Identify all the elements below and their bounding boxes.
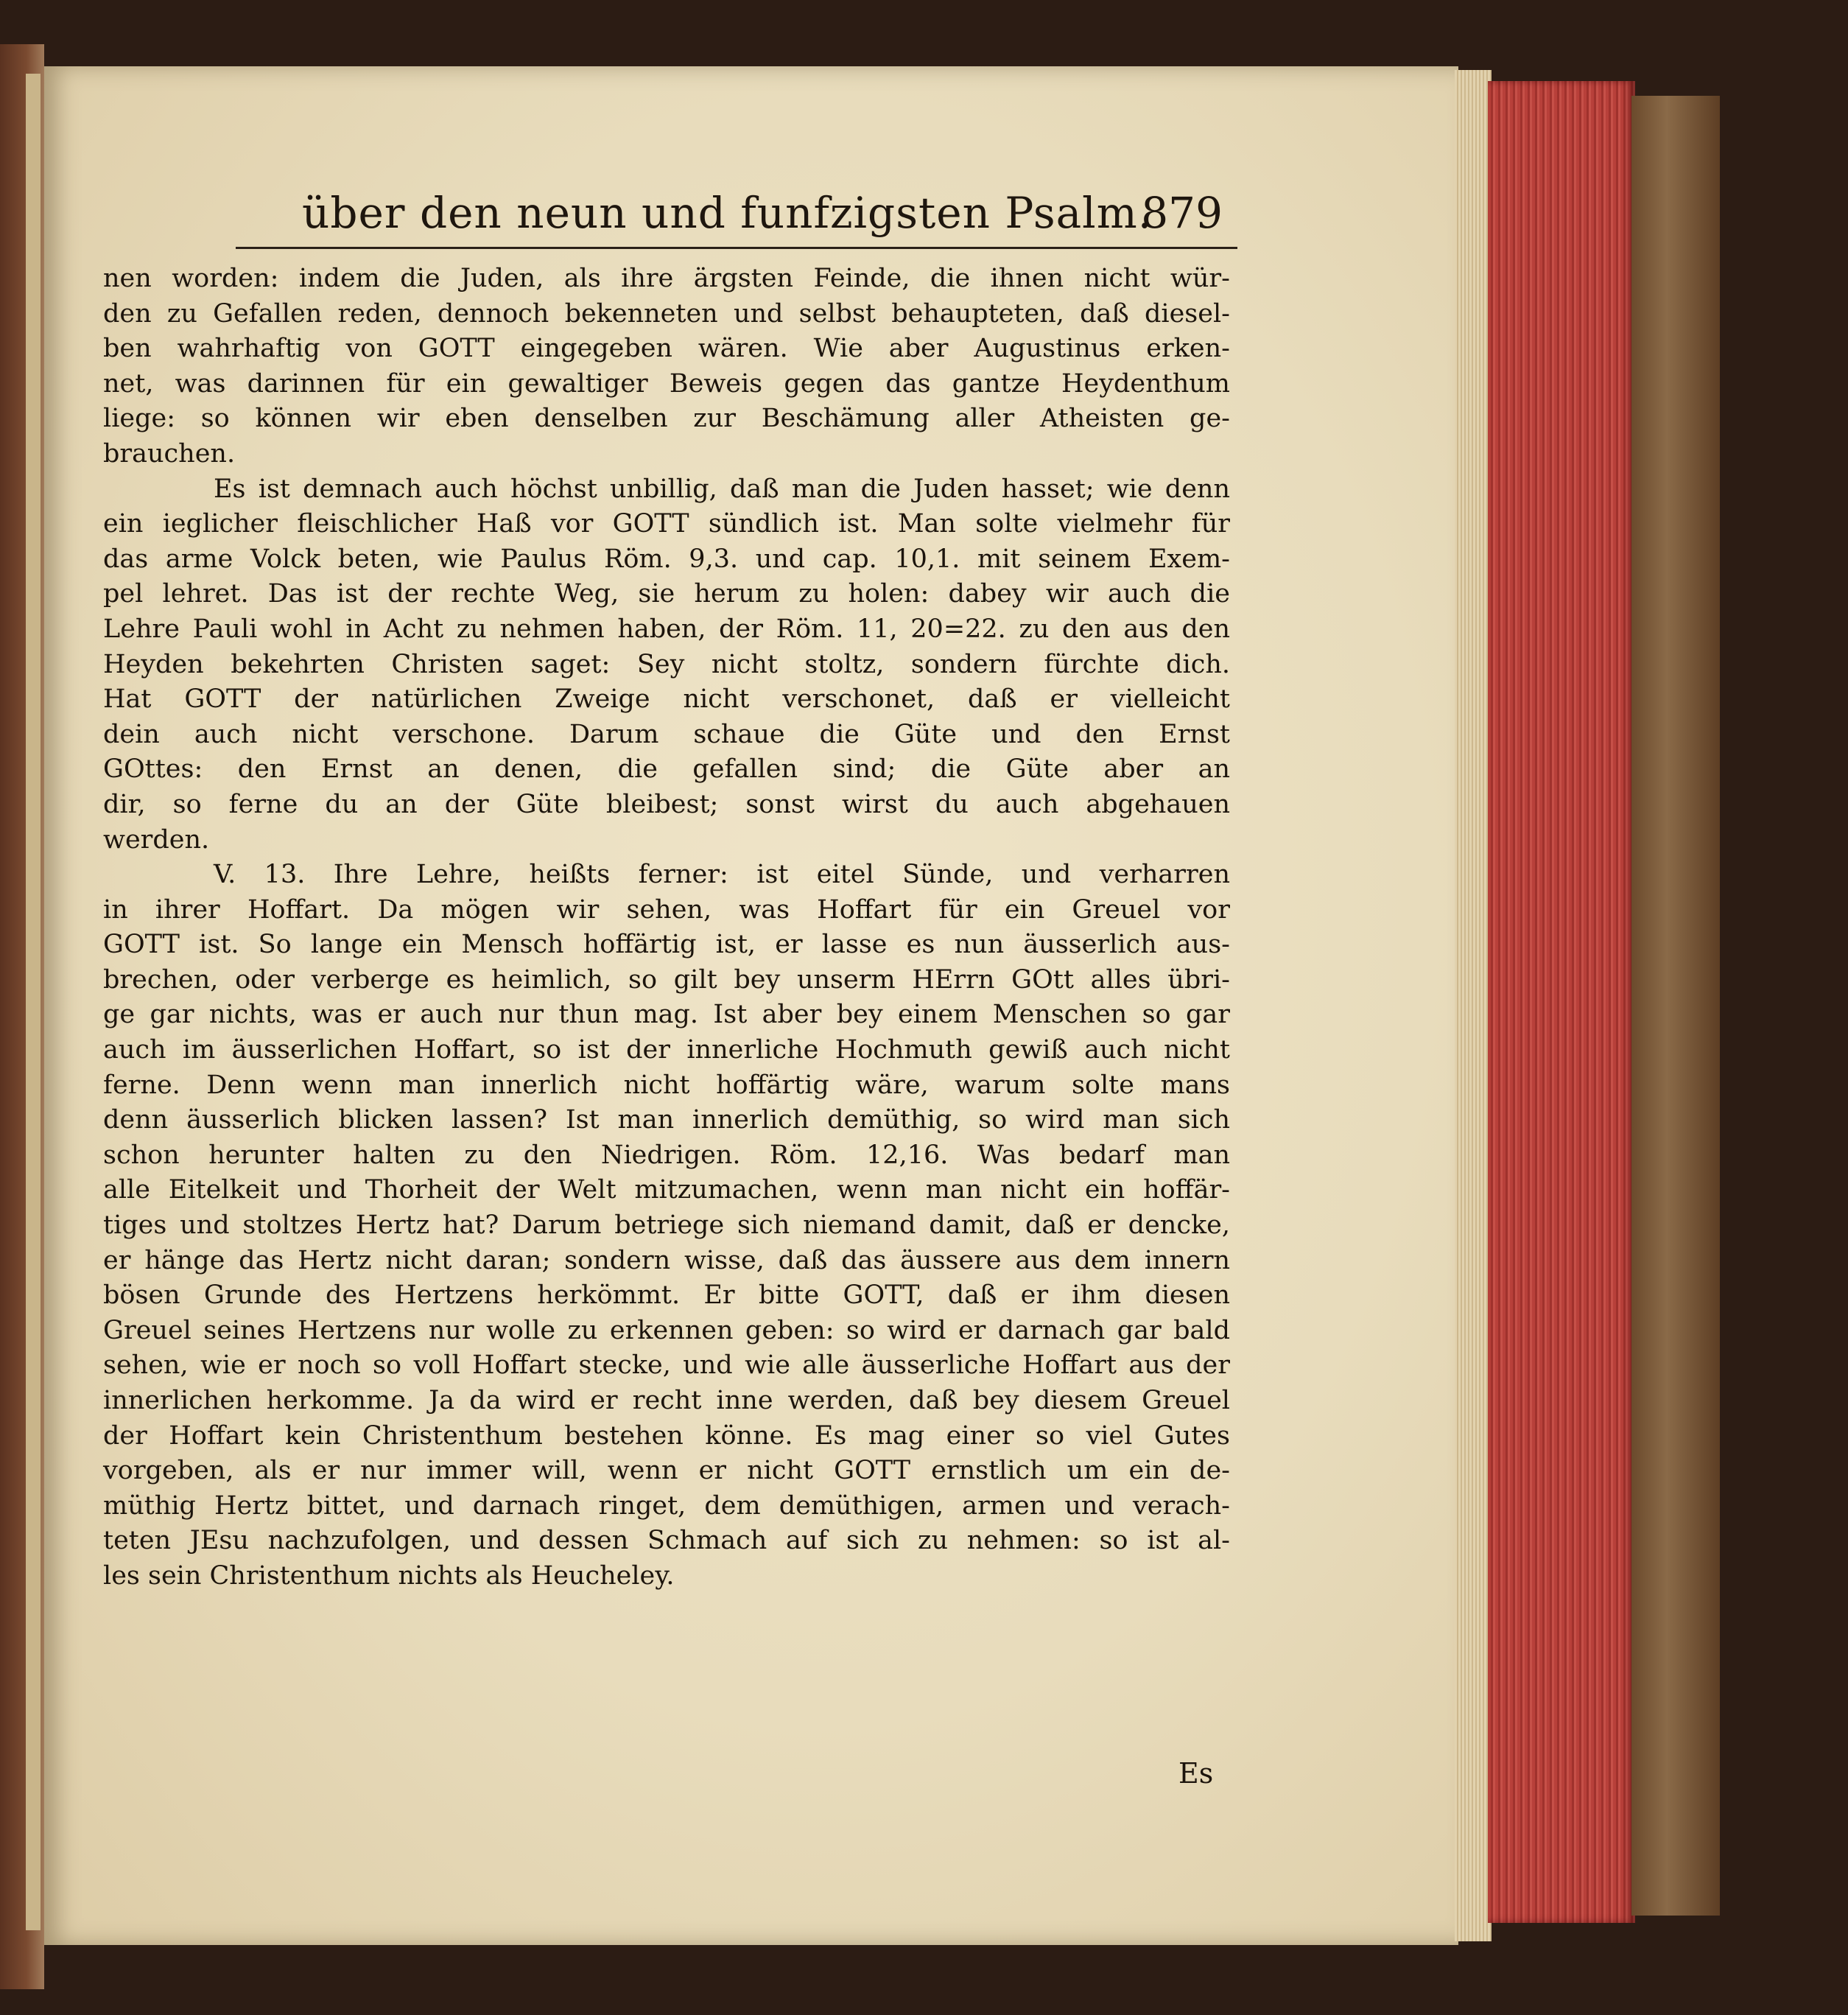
page-number: 879 xyxy=(1141,188,1223,238)
catchword: Es xyxy=(1178,1757,1214,1790)
text-line: ge gar nichts, was er auch nur thun mag. Ist aber bey einem Menschen so gar xyxy=(103,1000,1230,1030)
text-line: nen worden: indem die Juden, als ihre ärgsten Feinde, die ihnen nicht wür- xyxy=(103,264,1230,293)
text-line: vorgeben, als er nur immer will, wenn er nicht GOTT ernstlich um ein de- xyxy=(103,1456,1230,1486)
text-line: innerlichen herkomme. Ja da wird er recht inne werden, daß bey diesem Greuel xyxy=(103,1386,1230,1415)
text-line: teten JEsu nachzufolgen, und dessen Schmach auf sich zu nehmen: so ist al- xyxy=(103,1526,1230,1556)
text-line: GOttes: den Ernst an denen, die gefallen sind; die Güte aber an xyxy=(103,754,1230,785)
text-line: dir, so ferne du an der Güte bleibest; sonst wirst du auch abgehauen xyxy=(103,789,1230,819)
page-header xyxy=(236,188,1237,250)
text-line: V. 13. Ihre Lehre, heißts ferner: ist eitel Sünde, und verharren xyxy=(214,860,1230,890)
text-line: tiges und stoltzes Hertz hat? Darum betriege sich niemand damit, daß er dencke, xyxy=(103,1210,1230,1241)
text-line: alle Eitelkeit und Thorheit der Welt mitzumachen, wenn man nicht ein hoffär- xyxy=(103,1175,1230,1205)
text-line: das arme Volck beten, wie Paulus Röm. 9,3. und cap. 10,1. mit seinem Exem- xyxy=(103,544,1230,574)
text-line: werden. xyxy=(103,824,210,855)
text-line: Es ist demnach auch höchst unbillig, daß man die Juden hasset; wie denn xyxy=(214,474,1230,504)
text-line: les sein Christenthum nichts als Heucheley. xyxy=(103,1560,675,1591)
running-title: über den neun und funfzigsten Psalm. xyxy=(302,188,1153,238)
text-line: liege: so können wir eben denselben zur Beschämung aller Atheisten ge- xyxy=(103,404,1230,434)
right-cover xyxy=(1631,96,1720,1916)
text-line: den zu Gefallen reden, dennoch bekenneten und selbst behaupteten, daß diesel- xyxy=(103,298,1230,329)
text-line: brechen, oder verberge es heimlich, so gilt bey unserm HErrn GOtt alles übri- xyxy=(103,964,1230,995)
text-line: schon herunter halten zu den Niedrigen. Röm. 12,16. Was bedarf man xyxy=(103,1140,1230,1170)
text-line: auch im äusserlichen Hoffart, so ist der innerliche Hochmuth gewiß auch nicht xyxy=(103,1035,1230,1065)
binding-strip xyxy=(26,74,41,1930)
text-line: dein auch nicht verschone. Darum schaue die Güte und den Ernst xyxy=(103,719,1230,749)
text-line: brauchen. xyxy=(103,438,236,469)
text-line: Heyden bekehrten Christen saget: Sey nicht stoltz, sondern fürchte dich. xyxy=(103,649,1230,679)
header-rule xyxy=(236,247,1237,249)
text-line: ben wahrhaftig von GOTT eingegeben wären. Wie aber Augustinus erken- xyxy=(103,334,1230,364)
text-line: er hänge das Hertz nicht daran; sondern wisse, daß das äussere aus dem innern xyxy=(103,1245,1230,1275)
text-line: Hat GOTT der natürlichen Zweige nicht verschonet, daß er vielleicht xyxy=(103,684,1230,715)
text-line: sehen, wie er noch so voll Hoffart stecke, und wie alle äusserliche Hoffart aus der xyxy=(103,1350,1230,1381)
text-line: net, was darinnen für ein gewaltiger Beweis gegen das gantze Heydenthum xyxy=(103,368,1230,399)
text-line: der Hoffart kein Christenthum bestehen könne. Es mag einer so viel Gutes xyxy=(103,1420,1230,1451)
text-line: müthig Hertz bittet, und darnach ringet, dem demüthigen, armen und verach- xyxy=(103,1490,1230,1521)
text-line: denn äusserlich blicken lassen? Ist man innerlich demüthig, so wird man sich xyxy=(103,1105,1230,1135)
text-line: bösen Grunde des Hertzens herkömmt. Er bitte GOTT, daß er ihm diesen xyxy=(103,1280,1230,1311)
body-text xyxy=(103,262,1230,1594)
red-page-edges xyxy=(1488,81,1635,1923)
text-line: Lehre Pauli wohl in Acht zu nehmen haben, der Röm. 11, 20=22. zu den aus den xyxy=(103,614,1230,644)
text-line: GOTT ist. So lange ein Mensch hoffärtig ist, er lasse es nun äusserlich aus- xyxy=(103,930,1230,960)
text-line: ein ieglicher fleischlicher Haß vor GOTT sündlich ist. Man solte vielmehr für xyxy=(103,509,1230,539)
page-edges xyxy=(1455,70,1492,1941)
text-line: in ihrer Hoffart. Da mögen wir sehen, was Hoffart für ein Greuel vor xyxy=(103,894,1230,925)
text-line: Greuel seines Hertzens nur wolle zu erkennen geben: so wird er darnach gar bald xyxy=(103,1315,1230,1345)
text-line: ferne. Denn wenn man innerlich nicht hoffärtig wäre, warum solte mans xyxy=(103,1070,1230,1100)
text-line: pel lehret. Das ist der rechte Weg, sie herum zu holen: dabey wir auch die xyxy=(103,579,1230,609)
